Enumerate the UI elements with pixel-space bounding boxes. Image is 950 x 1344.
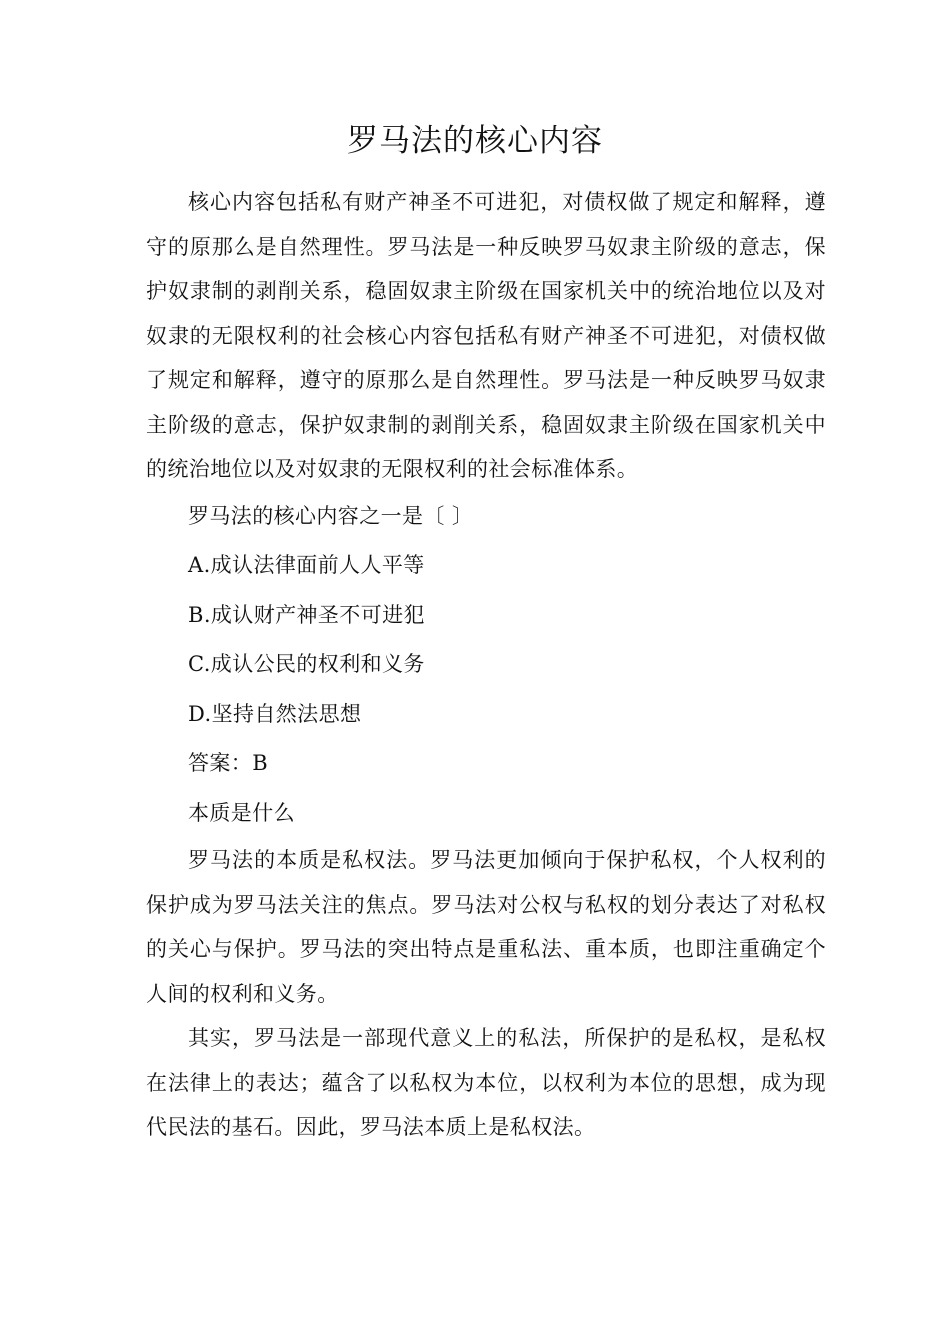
section-heading: 本质是什么 bbox=[188, 800, 295, 825]
option-c: C.成认公民的权利和义务 bbox=[188, 652, 425, 676]
essence-paragraph: 罗马法的本质是私权法。罗马法更加倾向于保护私权，个人权利的保护成为罗马法关注的焦点。罗马法对公权与私权的划分表达了对私权的关心与保护。罗马法的突出特点是重私法、重本质，也即注重确定个人间的权利和义务。 bbox=[146, 848, 826, 1006]
intro-paragraph: 核心内容包括私有财产神圣不可进犯，对债权做了规定和解释，遵守的原那么是自然理性。罗马法是一种反映罗马奴隶主阶级的意志，保护奴隶制的剥削关系，稳固奴隶主阶级在国家机关中的统治地位以及对奴隶的无限权利的社会核心内容包括私有财产神圣不可进犯，对债权做了规定和解释，遵守的原那么是自然理性。罗马法是一种反映罗马奴隶主阶级的意志，保护奴隶制的剥削关系，稳固奴隶主阶级在国家机关中的统治地位以及对奴隶的无限权利的社会标准体系。 bbox=[146, 190, 826, 481]
conclusion-paragraph: 其实，罗马法是一部现代意义上的私法，所保护的是私权，是私权在法律上的表达；蕴含了以私权为本位，以权利为本位的思想，成为现代民法的基石。因此，罗马法本质上是私权法。 bbox=[146, 1026, 826, 1139]
option-d: D.坚持自然法思想 bbox=[188, 701, 362, 726]
option-a: A.成认法律面前人人平等 bbox=[188, 553, 425, 577]
answer-line: 答案：B bbox=[188, 751, 269, 775]
document-body bbox=[146, 180, 826, 1150]
document-title: 罗马法的核心内容 bbox=[347, 123, 603, 159]
question-stem: 罗马法的核心内容之一是〔 〕 bbox=[188, 503, 474, 528]
option-b: B.成认财产神圣不可进犯 bbox=[188, 602, 425, 627]
